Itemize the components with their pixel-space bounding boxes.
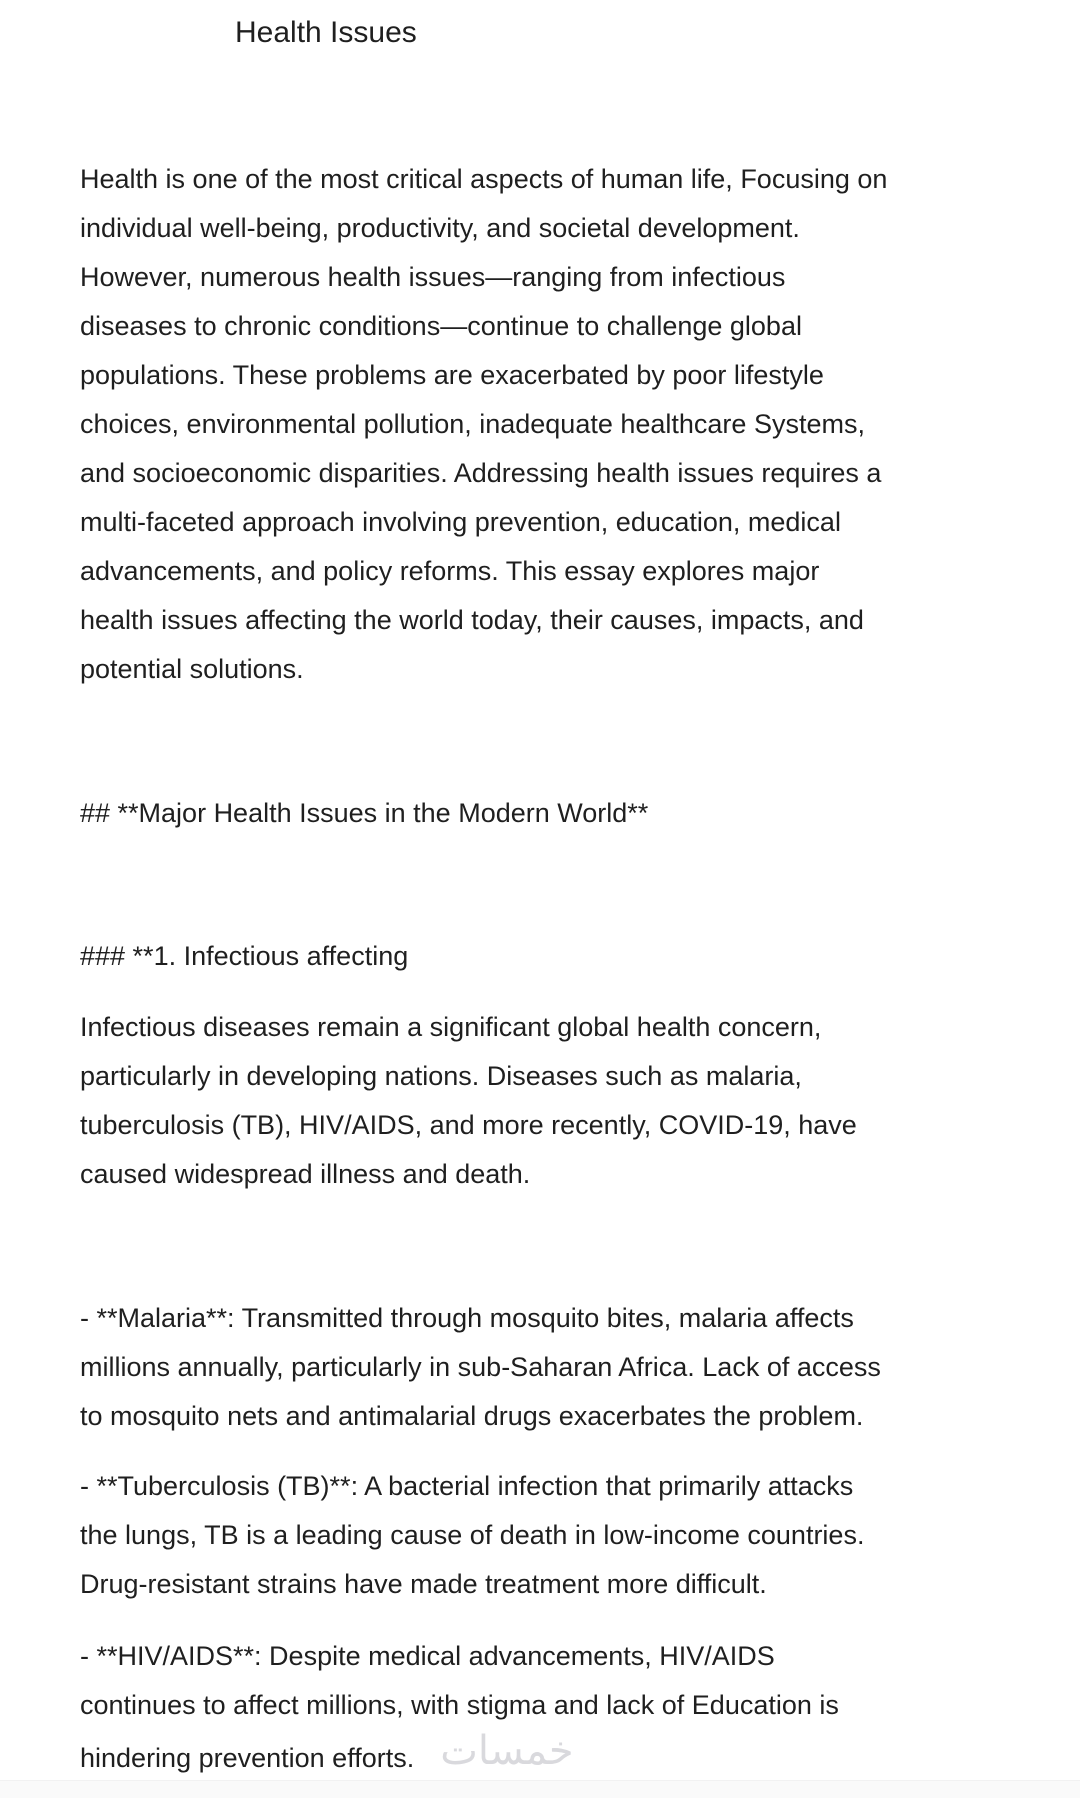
text-line: diseases to chronic conditions—continue to challenge global bbox=[80, 311, 802, 341]
text-line: individual well-being, productivity, and societal development. bbox=[80, 213, 800, 243]
khamsat-watermark: خمسات bbox=[440, 1728, 574, 1774]
text-line: ### **1. Infectious affecting bbox=[80, 941, 409, 971]
text-line: and socioeconomic disparities. Addressing health issues requires a bbox=[80, 458, 882, 488]
text-line: to mosquito nets and antimalarial drugs exacerbates the problem. bbox=[80, 1401, 864, 1431]
text-line: particularly in developing nations. Diseases such as malaria, bbox=[80, 1061, 802, 1091]
text-line-fragment: hindering prevention efforts. bbox=[80, 1743, 415, 1773]
text-line: advancements, and policy reforms. This essay explores major bbox=[80, 556, 820, 586]
text-line: - **Malaria**: Transmitted through mosquito bites, malaria affects bbox=[80, 1303, 854, 1333]
text-line: choices, environmental pollution, inadequate healthcare Systems, bbox=[80, 409, 865, 439]
text-line: caused widespread illness and death. bbox=[80, 1159, 531, 1189]
bullet-malaria bbox=[80, 1294, 1030, 1441]
text-line: ## **Major Health Issues in the Modern World** bbox=[80, 798, 649, 828]
text-line: multi-faceted approach involving prevention, education, medical bbox=[80, 507, 841, 537]
subsection-heading-infectious bbox=[80, 932, 1030, 981]
text-line: Drug-resistant strains have made treatment more difficult. bbox=[80, 1569, 767, 1599]
text-line: populations. These problems are exacerbated by poor lifestyle bbox=[80, 360, 824, 390]
text-line: tuberculosis (TB), HIV/AIDS, and more recently, COVID-19, have bbox=[80, 1110, 857, 1140]
text-line: the lungs, TB is a leading cause of death in low-income countries. bbox=[80, 1520, 865, 1550]
text-line: - **Tuberculosis (TB)**: A bacterial infection that primarily attacks bbox=[80, 1471, 854, 1501]
footer-band bbox=[0, 1780, 1080, 1798]
page-title: Health Issues bbox=[235, 16, 417, 49]
infectious-paragraph bbox=[80, 1003, 1030, 1199]
text-line: - **HIV/AIDS**: Despite medical advancements, HIV/AIDS bbox=[80, 1641, 775, 1671]
text-line bbox=[80, 1730, 1030, 1783]
text-line: However, numerous health issues—ranging from infectious bbox=[80, 262, 786, 292]
text-line: health issues affecting the world today, their causes, impacts, and bbox=[80, 605, 864, 635]
bullet-tuberculosis bbox=[80, 1462, 1030, 1609]
section-heading-major-health-issues bbox=[80, 789, 1030, 838]
text-line: continues to affect millions, with stigma and lack of Education is bbox=[80, 1690, 839, 1720]
intro-paragraph bbox=[80, 155, 1030, 694]
bullet-hiv-aids bbox=[80, 1632, 1030, 1783]
text-line: Infectious diseases remain a significant global health concern, bbox=[80, 1012, 822, 1042]
text-line: Health is one of the most critical aspects of human life, Focusing on bbox=[80, 164, 888, 194]
text-line: millions annually, particularly in sub-Saharan Africa. Lack of access bbox=[80, 1352, 881, 1382]
text-line: potential solutions. bbox=[80, 654, 304, 684]
